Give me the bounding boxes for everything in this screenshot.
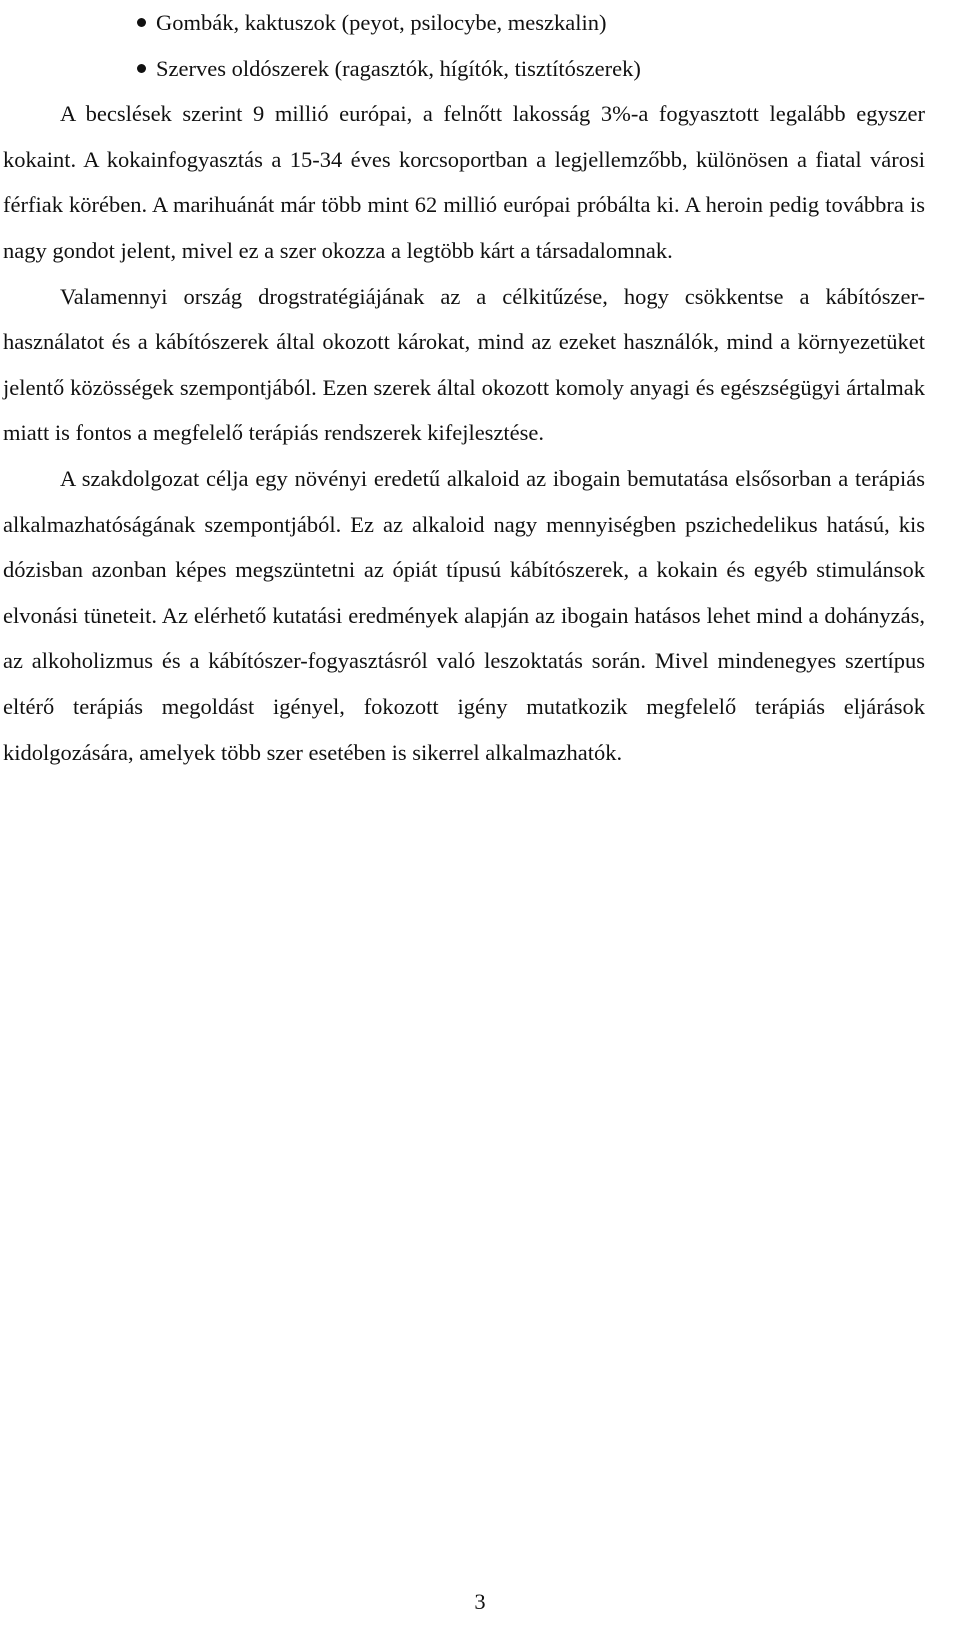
page-number: 3 (474, 1589, 486, 1614)
bullet-list (3, 0, 925, 91)
paragraph: A becslések szerint 9 millió európai, a felnőtt lakosság 3%-a fogyasztott legalább egyszer kokaint. A kokainfogyasztás a 15-34 éves korcsoportban a legjellemzőbb, különösen a fiatal városi férfiak körében. A marihuánát már több mint 62 millió európai próbálta ki. A heroin pedig továbbra is nagy gondot jelent, mivel ez a szer okozza a legtöbb kárt a társadalomnak. (3, 101, 925, 263)
bullet-item (137, 0, 925, 46)
bullet-item (137, 46, 925, 92)
bullet-dot-icon (137, 64, 146, 73)
bullet-text: Gombák, kaktuszok (peyot, psilocybe, meszkalin) (156, 10, 607, 35)
document-body (3, 0, 925, 775)
paragraph: Valamennyi ország drogstratégiájának az a célkitűzése, hogy csökkentse a kábítószer-használatot és a kábítószerek által okozott károkat, mind az ezeket használók, mind a környezetüket jelentő közösségek szempontjából. Ezen szerek által okozott komoly anyagi és egészségügyi ártalmak miatt is fontos a megfelelő terápiás rendszerek kifejlesztése. (3, 283, 925, 446)
paragraph: A szakdolgozat célja egy növényi eredetű alkaloid az ibogain bemutatása elsősorban a terápiás alkalmazhatóságának szempontjából. Ez az alkaloid nagy mennyiségben pszichedelikus hatású, kis dózisban azonban képes megszüntetni az ópiát típusú kábítószerek, a kokain és egyéb stimulánsok elvonási tüneteit. Az elérhető kutatási eredmények alapján az ibogain hatásos lehet mind a dohányzás, az alkoholizmus és a kábítószer-fogyasztásról való leszoktatás során. Mivel mindenegyes szertípus eltérő terápiás megoldást igényel, fokozott igény mutatkozik megfelelő terápiás eljárások kidolgozására, amelyek több szer esetében is sikerrel alkalmazhatók. (3, 465, 925, 765)
bullet-text: Szerves oldószerek (ragasztók, hígítók, tisztítószerek) (156, 55, 641, 81)
bullet-dot-icon (137, 18, 146, 27)
